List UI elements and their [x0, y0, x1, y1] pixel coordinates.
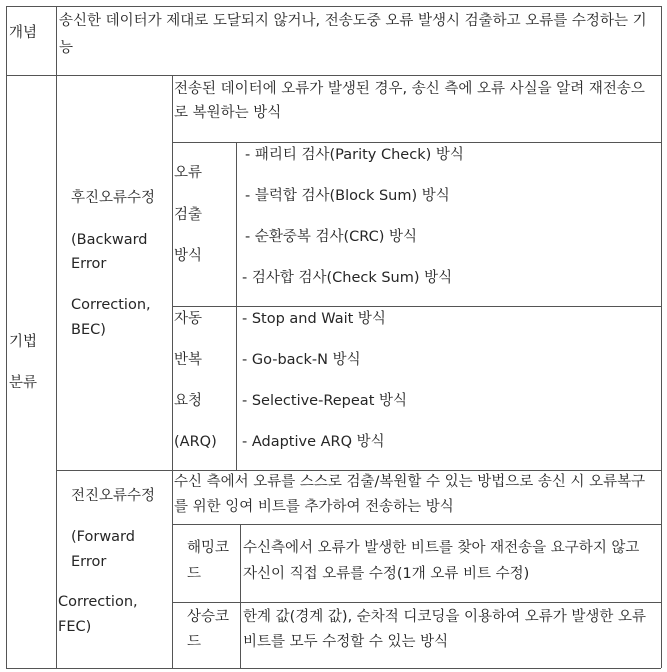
- arq-item-stop-and-wait: - Stop and Wait 방식: [242, 311, 386, 327]
- detect-label-line3: 방식: [174, 248, 203, 264]
- fec-name-line4: Correction,: [58, 594, 138, 610]
- classification-label-line2: 분류: [9, 375, 38, 391]
- bec-description: [172, 75, 661, 142]
- convolution-label-line1: 상승코: [187, 609, 230, 625]
- arq-label: [172, 306, 236, 470]
- hamming-description: [240, 524, 661, 602]
- bec-name-line2: (Backward: [71, 232, 148, 248]
- arq-items: [236, 306, 661, 470]
- fec-name-line3: Error: [71, 554, 107, 570]
- detect-label-line1: 오류: [174, 165, 203, 181]
- arq-label-line3: 요청: [174, 393, 203, 409]
- arq-label-line2: 반복: [174, 352, 203, 368]
- arq-item-selective-repeat: - Selective-Repeat 방식: [242, 393, 407, 409]
- concept-text-line1: 송신한 데이터가 제대로 도달되지 않거나, 전송도중 오류 발생시 검출하고 오류를 수정하는 기: [59, 13, 647, 29]
- bec-name-line4: Correction,: [71, 297, 151, 313]
- bec-name-line5: BEC): [71, 322, 106, 338]
- concept-row: [6, 6, 661, 75]
- classification-label-line1: 기법: [9, 334, 38, 350]
- convolution-label: [172, 602, 240, 668]
- fec-desc-line2: 를 위한 잉여 비트를 추가하여 전송하는 방식: [174, 499, 454, 515]
- hamming-desc-line2: 자신이 직접 오류를 수정(1개 오류 비트 수정): [243, 566, 530, 582]
- bec-desc-line1: 전송된 데이터에 오류가 발생된 경우, 송신 측에 오류 사실을 알려 재전송으: [174, 81, 645, 97]
- table-border-right: [661, 6, 662, 668]
- fec-name-line5: FEC): [58, 619, 92, 635]
- arq-item-go-back-n: - Go-back-N 방식: [242, 352, 361, 368]
- hamming-desc-line1: 수신측에서 오류가 발생한 비트를 찾아 재전송을 요구하지 않고: [243, 540, 640, 556]
- convolution-desc-line2: 비트를 모두 수정할 수 있는 방식: [243, 634, 449, 650]
- detect-label: [172, 142, 236, 306]
- concept-text-line2: 능: [59, 40, 74, 56]
- detect-item-block-sum: - 블럭합 검사(Block Sum) 방식: [245, 188, 450, 204]
- detect-item-check-sum: - 검사합 검사(Check Sum) 방식: [242, 270, 453, 286]
- fec-name: [56, 470, 172, 668]
- hamming-label-line2: 드: [187, 566, 202, 582]
- detect-label-line2: 검출: [174, 207, 203, 223]
- fec-name-line1: 전진오류수정: [71, 488, 156, 504]
- fec-description: [172, 470, 661, 524]
- detect-items: [236, 142, 661, 306]
- arq-label-line4: (ARQ): [174, 434, 217, 450]
- hamming-label-line1: 해밍코: [187, 540, 230, 556]
- arq-item-adaptive: - Adaptive ARQ 방식: [242, 434, 385, 450]
- hamming-label: [172, 524, 240, 602]
- bec-desc-line2: 로 복원하는 방식: [174, 105, 282, 121]
- fec-name-line2: (Forward: [71, 529, 135, 545]
- classification-label: [6, 75, 56, 668]
- fec-desc-line1: 수신 측에서 오류를 스스로 검출/복원할 수 있는 방법으로 송신 시 오류복구: [174, 474, 646, 490]
- bec-name: [56, 75, 172, 470]
- arq-label-line1: 자동: [174, 311, 203, 327]
- bec-name-line1: 후진오류수정: [71, 190, 156, 206]
- detect-item-crc: - 순환중복 검사(CRC) 방식: [245, 229, 418, 245]
- convolution-description: [240, 602, 661, 668]
- concept-label: 개념: [9, 25, 38, 41]
- bec-name-line3: Error: [71, 256, 107, 272]
- table-border-bottom: [6, 668, 661, 669]
- convolution-desc-line1: 한계 값(경계 값), 순차적 디코딩을 이용하여 오류가 발생한 오류: [243, 609, 646, 625]
- convolution-label-line2: 드: [187, 634, 202, 650]
- detect-item-parity: - 패리티 검사(Parity Check) 방식: [245, 147, 464, 163]
